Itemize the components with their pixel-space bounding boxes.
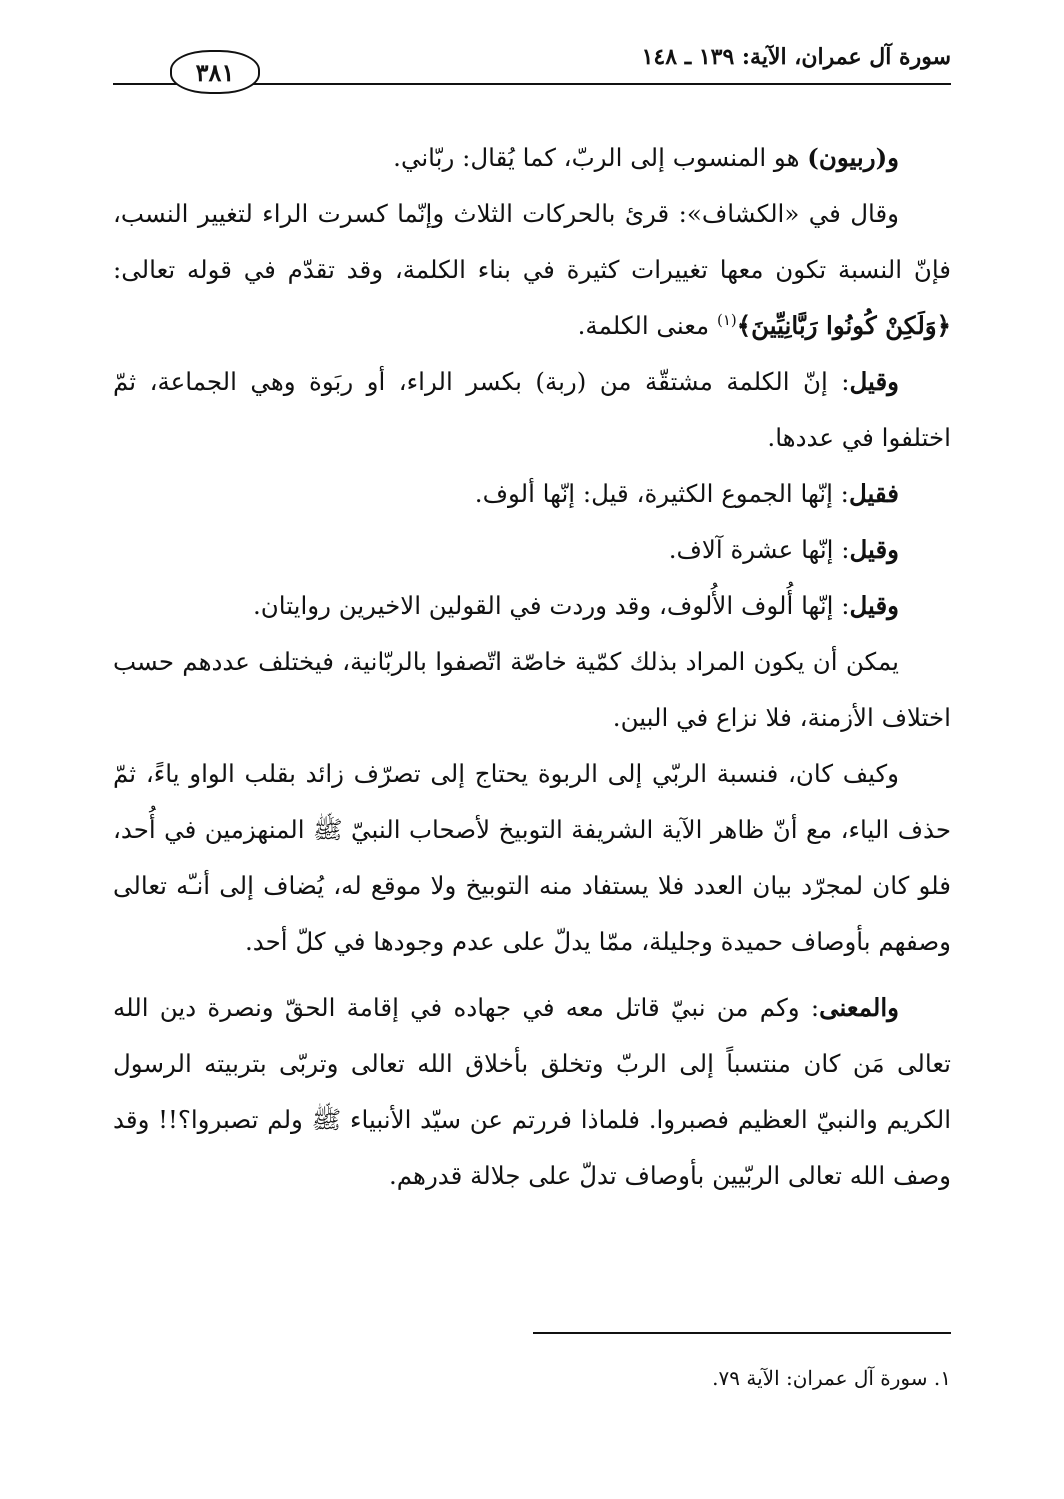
page-number: ٣٨١	[170, 50, 260, 94]
paragraph-text: وقال في «الكشاف»: قرئ بالحركات الثلاث وإنّما كسرت الراء لتغيير النسب، فإنّ النسبة تكون معها تغييرات كثيرة في بناء الكلمة، وقد تقدّم في قوله تعالى:	[113, 199, 951, 284]
paragraph-text: : وكم من نبيّ قاتل معه في جهاده في إقامة الحقّ ونصرة دين الله تعالى مَن كان منتسباً إلى الربّ وتخلق بأخلاق الله تعالى وتربّى بتربيته الرسول الكريم والنبيّ العظيم فصبروا. فلماذا فررتم عن سيّد الأنبياء ﷺ ولم تصبروا؟!! وقد وصف الله تعالى الربّيين بأوصاف تدلّ على جلالة قدرهم.	[113, 993, 951, 1190]
paragraph-text: : إنّها عشرة آلاف.	[668, 535, 850, 564]
footnote: ١. سورة آل عمران: الآية ٧٩.	[712, 1366, 951, 1390]
running-title: سورة آل عمران، الآية: ١٣٩ ـ ١٤٨	[641, 44, 951, 70]
footnote-rule	[533, 1332, 951, 1334]
bold-term: وقيل	[849, 591, 899, 620]
paragraph-1	[113, 130, 951, 186]
paragraph-text: : إنّها الجموع الكثيرة، قيل: إنّها ألوف.	[474, 479, 849, 508]
paragraph-text: : إنّ الكلمة مشتقّة من (ربة) بكسر الراء، أو ربَوة وهي الجماعة، ثمّ اختلفوا في عددها.	[113, 367, 951, 452]
bold-term: وقيل	[849, 535, 899, 564]
paragraph-text: وكيف كان، فنسبة الربّي إلى الربوة يحتاج إلى تصرّف زائد بقلب الواو ياءً، ثمّ حذف الياء، مع أنّ ظاهر الآية الشريفة التوبيخ لأصحاب النبيّ ﷺ المنهزمين في أُحد، فلو كان لمجرّد بيان العدد فلا يستفاد منه التوبيخ ولا موقع له، يُضاف إلى أنـّه تعالى وصفهم بأوصاف حميدة وجليلة، ممّا يدلّ على عدم وجودها في كلّ أحد.	[113, 759, 951, 956]
paragraph-2	[113, 186, 951, 354]
paragraph-5	[113, 522, 951, 578]
paragraph-7	[113, 634, 951, 746]
paragraph-4	[113, 466, 951, 522]
bold-term: فقيل	[848, 479, 899, 508]
bold-term: و(ربيون)	[807, 143, 899, 172]
paragraph-text: معنى الكلمة.	[577, 311, 717, 340]
paragraph-text: هو المنسوب إلى الربّ، كما يُقال: ربّاني.	[393, 143, 808, 172]
paragraph-8	[113, 746, 951, 970]
paragraph-6	[113, 578, 951, 634]
bold-term: والمعنى	[819, 993, 899, 1022]
quran-verse: ﴿وَلَكِنْ كُونُوا رَبَّانِيِّينَ﴾	[736, 311, 951, 340]
paragraph-3	[113, 354, 951, 466]
footnote-ref: (١)	[716, 310, 737, 329]
paragraph-9	[113, 980, 951, 1204]
body-text	[113, 130, 951, 1204]
paragraph-text: : إنّها أُلوف الأُلوف، وقد وردت في القولين الاخيرين روايتان.	[253, 591, 850, 620]
bold-term: وقيل	[849, 367, 899, 396]
paragraph-text: يمكن أن يكون المراد بذلك كمّية خاصّة اتّصفوا بالربّانية، فيختلف عددهم حسب اختلاف الأزمنة، فلا نزاع في البين.	[113, 647, 951, 732]
